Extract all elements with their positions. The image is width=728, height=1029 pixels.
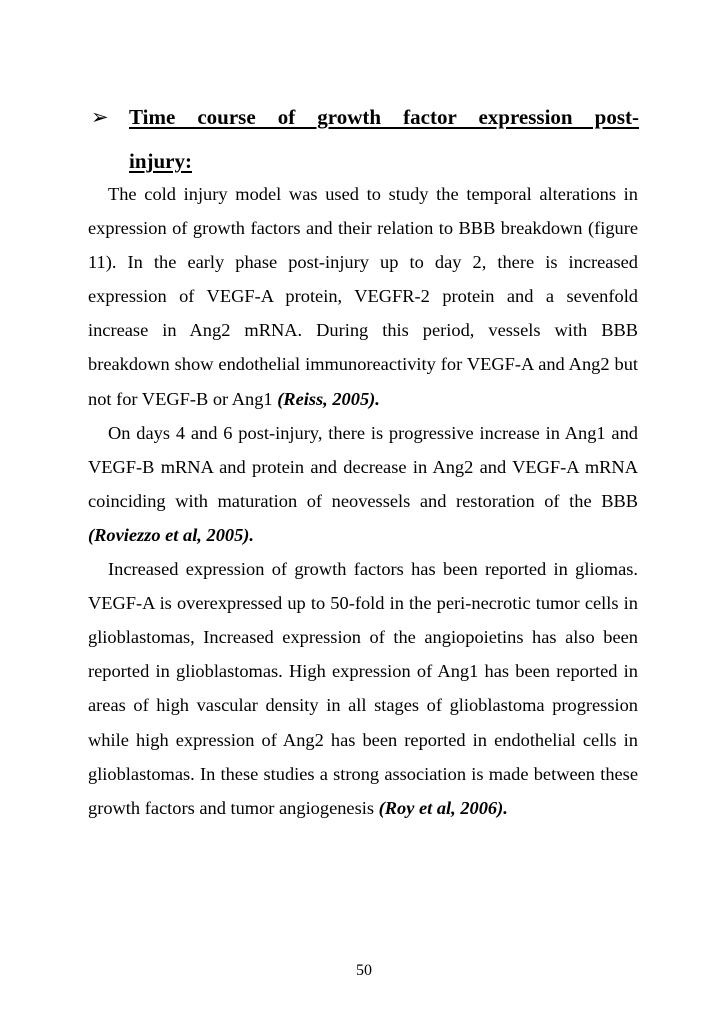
heading-line-2: [129, 140, 639, 182]
paragraph-text: The cold injury model was used to study the temporal alterations in expression of growth factors and their relation to BBB breakdown (figure 11). In the early phase post-injury up to day 2, there is increased expression of VEGF-A protein, VEGFR-2 protein and a sevenfold increase in Ang2 mRNA. During this period, vessels with BBB breakdown show endothelial immunoreactivity for VEGF-A and Ang2 but not for VEGF-B or Ang1: [88, 184, 638, 409]
arrow-bullet-icon: ➢: [91, 105, 109, 129]
page-number: 50: [356, 962, 372, 979]
paragraph-text: On days 4 and 6 post-injury, there is progressive increase in Ang1 and VEGF-B mRNA and protein and decrease in Ang2 and VEGF-A mRNA coinciding with maturation of neovessels and restoration of the BBB: [88, 422, 638, 511]
paragraph-text: Increased expression of growth factors has been reported in gliomas. VEGF-A is overexpressed up to 50-fold in the peri-necrotic tumor cells in glioblastomas, Increased expression of the angiopoietins has also been reported in glioblastomas. High expression of Ang1 has been reported in areas of high vascular density in all stages of glioblastoma progression while high expression of Ang2 has been reported in endothelial cells in glioblastomas. In these studies a strong association is made between these growth factors and tumor angiogenesis: [88, 559, 638, 818]
citation: (Roviezzo et al, 2005).: [88, 524, 255, 545]
heading-line-1: [129, 96, 639, 138]
citation: (Roy et al, 2006).: [378, 797, 508, 818]
body-text: [88, 177, 638, 825]
paragraph-cold-injury: [88, 177, 638, 416]
paragraph-gliomas: [88, 552, 638, 825]
heading-line-1-text: Time course of growth factor expression post-: [129, 105, 639, 129]
paragraph-post-injury-days: [88, 416, 638, 552]
citation: (Reiss, 2005).: [277, 388, 380, 409]
heading-line-2-text: injury:: [129, 149, 192, 173]
section-heading: [91, 96, 639, 182]
